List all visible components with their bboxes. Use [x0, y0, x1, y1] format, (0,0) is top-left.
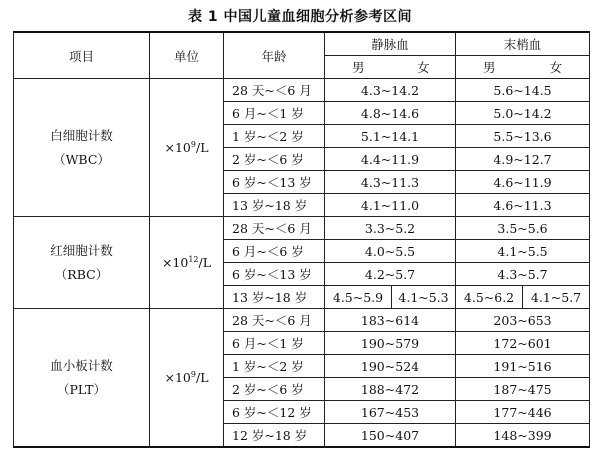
- header-unit: 单位: [150, 32, 224, 79]
- capillary-value: 3.5~5.6: [456, 217, 590, 240]
- age-cell: 28 天~＜6 月: [224, 217, 325, 240]
- header-venous-female: 女: [392, 56, 456, 79]
- table-caption: 表 1 中国儿童血细胞分析参考区间: [188, 9, 412, 25]
- reference-interval-table: [13, 31, 590, 448]
- capillary-value: 5.5~13.6: [456, 125, 590, 148]
- unit-cell-wbc: $\times 10^9/L$: [150, 79, 224, 217]
- header-venous-male: 男: [325, 56, 392, 79]
- age-cell: 2 岁~＜6 岁: [224, 148, 325, 171]
- venous-value: 4.3~11.3: [325, 171, 456, 194]
- header-capillary-male: 男: [456, 56, 523, 79]
- item-name: 红细胞计数: [50, 242, 113, 258]
- item-cell-wbc: [14, 79, 150, 217]
- capillary-value: 5.6~14.5: [456, 79, 590, 102]
- table-row: [14, 309, 590, 332]
- venous-value: 4.2~5.7: [325, 263, 456, 286]
- age-cell: 12 岁~18 岁: [224, 424, 325, 448]
- header-capillary: 末梢血: [456, 32, 590, 56]
- capillary-value: 4.9~12.7: [456, 148, 590, 171]
- age-cell: 6 月~＜1 岁: [224, 102, 325, 125]
- item-name: 血小板计数: [50, 357, 113, 373]
- venous-value: 4.8~14.6: [325, 102, 456, 125]
- venous-value: 183~614: [325, 309, 456, 332]
- venous-value: 5.1~14.1: [325, 125, 456, 148]
- item-cell-plt: [14, 309, 150, 448]
- age-cell: 13 岁~18 岁: [224, 194, 325, 217]
- age-cell: 28 天~＜6 月: [224, 79, 325, 102]
- item-name: 白细胞计数: [50, 127, 113, 143]
- age-cell: 2 岁~＜6 岁: [224, 378, 325, 401]
- venous-value: 167~453: [325, 401, 456, 424]
- venous-female-value: 4.1~5.3: [392, 286, 456, 309]
- age-cell: 13 岁~18 岁: [224, 286, 325, 309]
- age-cell: 1 岁~＜2 岁: [224, 355, 325, 378]
- capillary-value: 203~653: [456, 309, 590, 332]
- venous-value: 150~407: [325, 424, 456, 448]
- age-cell: 6 岁~＜13 岁: [224, 263, 325, 286]
- capillary-value: 4.3~5.7: [456, 263, 590, 286]
- item-cell-rbc: [14, 217, 150, 309]
- age-cell: 6 岁~＜13 岁: [224, 171, 325, 194]
- venous-value: 190~524: [325, 355, 456, 378]
- capillary-value: 191~516: [456, 355, 590, 378]
- capillary-value: 177~446: [456, 401, 590, 424]
- capillary-value: 4.1~5.5: [456, 240, 590, 263]
- venous-value: 4.1~11.0: [325, 194, 456, 217]
- item-abbr: （WBC）: [53, 151, 110, 167]
- unit-cell-rbc: $\times 10^{12}/L$: [150, 217, 224, 309]
- age-cell: 1 岁~＜2 岁: [224, 125, 325, 148]
- unit-cell-plt: $\times 10^9/L$: [150, 309, 224, 448]
- age-cell: 6 月~＜1 岁: [224, 332, 325, 355]
- capillary-value: 4.6~11.3: [456, 194, 590, 217]
- venous-value: 190~579: [325, 332, 456, 355]
- header-item: 项目: [14, 32, 150, 79]
- item-abbr: （PLT）: [56, 381, 107, 397]
- table-row: [14, 217, 590, 240]
- capillary-female-value: 4.1~5.7: [523, 286, 590, 309]
- table-row: [14, 79, 590, 102]
- venous-male-value: 4.5~5.9: [325, 286, 392, 309]
- venous-value: 4.0~5.5: [325, 240, 456, 263]
- capillary-value: 4.6~11.9: [456, 171, 590, 194]
- age-cell: 28 天~＜6 月: [224, 309, 325, 332]
- capillary-value: 5.0~14.2: [456, 102, 590, 125]
- item-abbr: （RBC）: [54, 266, 109, 282]
- venous-value: 3.3~5.2: [325, 217, 456, 240]
- capillary-male-value: 4.5~6.2: [456, 286, 523, 309]
- capillary-value: 172~601: [456, 332, 590, 355]
- capillary-value: 187~475: [456, 378, 590, 401]
- venous-value: 4.4~11.9: [325, 148, 456, 171]
- header-capillary-female: 女: [523, 56, 590, 79]
- venous-value: 4.3~14.2: [325, 79, 456, 102]
- age-cell: 6 岁~＜12 岁: [224, 401, 325, 424]
- header-venous: 静脉血: [325, 32, 456, 56]
- venous-value: 188~472: [325, 378, 456, 401]
- header-age: 年龄: [224, 32, 325, 79]
- capillary-value: 148~399: [456, 424, 590, 448]
- age-cell: 6 月~＜6 岁: [224, 240, 325, 263]
